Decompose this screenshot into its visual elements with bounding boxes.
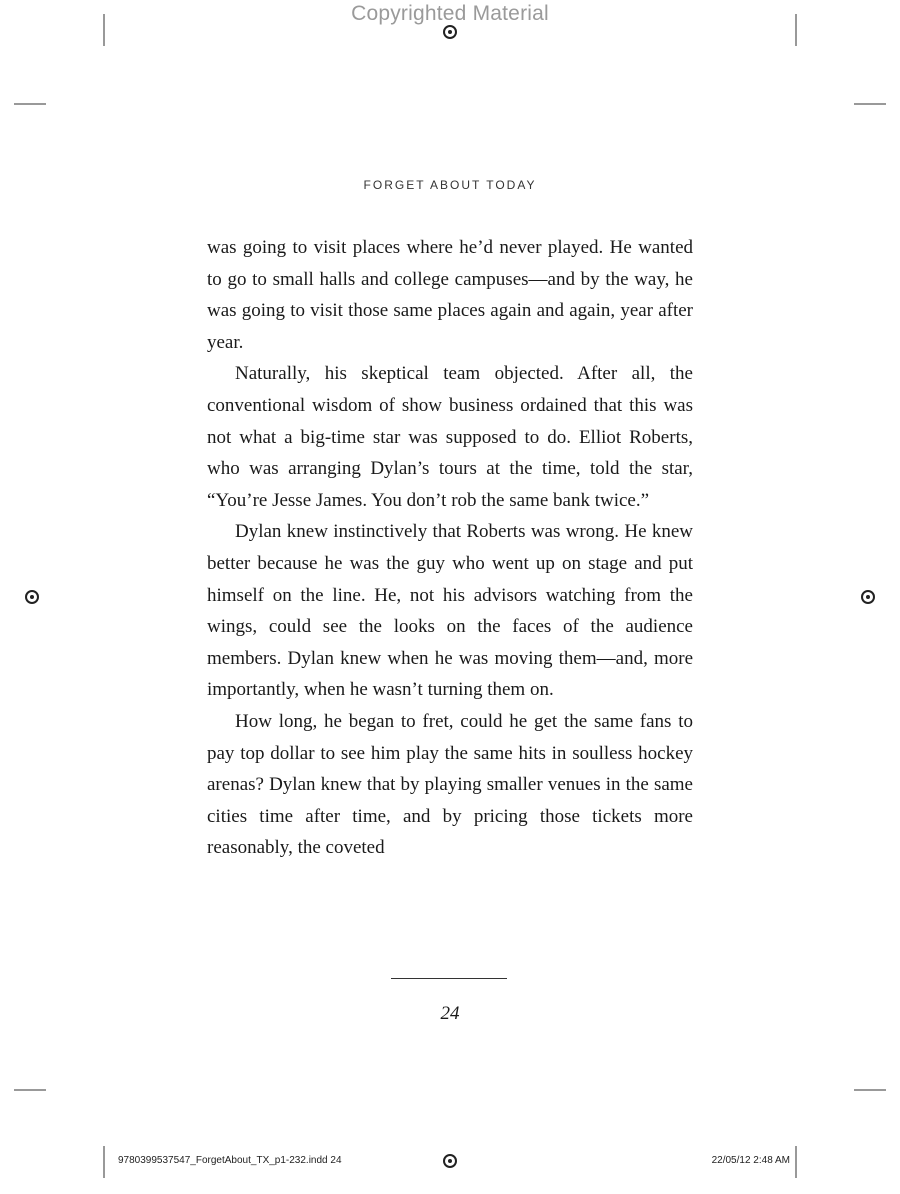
registration-mark-icon	[443, 25, 457, 39]
page-number: 24	[440, 1003, 460, 1024]
running-head: FORGET ABOUT TODAY	[363, 178, 537, 192]
crop-mark-lower-left	[14, 1089, 46, 1091]
registration-mark-icon	[25, 590, 39, 604]
body-text	[207, 232, 693, 864]
copyright-watermark: Copyrighted Material	[351, 2, 549, 25]
slug-timestamp: 22/05/12 2:48 AM	[711, 1155, 790, 1166]
registration-mark-icon	[861, 590, 875, 604]
crop-mark-upper-right	[854, 103, 886, 105]
crop-mark-top-left	[103, 14, 105, 46]
crop-mark-lower-right	[854, 1089, 886, 1091]
crop-mark-upper-left	[14, 103, 46, 105]
crop-mark-top-right	[795, 14, 797, 46]
paragraph: Naturally, his skeptical team objected. After all, the conventional wisdom of show business ordained that this was not what a big-time star was supposed to do. Elliot Roberts, who was arranging Dylan’s tours at the time, told the star, “You’re Jesse James. You don’t rob the same bank twice.”	[207, 363, 693, 511]
paragraph: was going to visit places where he’d never played. He wanted to go to small halls and college campuses—and by the way, he was going to visit those same places again and again, year after year.	[207, 237, 693, 353]
folio-rule	[391, 978, 507, 979]
crop-mark-bottom-right	[795, 1146, 797, 1178]
slug-file-name: 9780399537547_ForgetAbout_TX_p1-232.indd 24	[118, 1155, 342, 1166]
registration-mark-icon	[443, 1154, 457, 1168]
paragraph: Dylan knew instinctively that Roberts was wrong. He knew better because he was the guy who went up on stage and put himself on the line. He, not his advisors watching from the wings, could see the looks on the faces of the audience members. Dylan knew when he was moving them—and, more importantly, when he wasn’t turning them on.	[207, 521, 693, 701]
paragraph: How long, he began to fret, could he get the same fans to pay top dollar to see him play the same hits in soulless hockey arenas? Dylan knew that by playing smaller venues in the same cities time after time, and by pricing those tickets more reasonably, the coveted	[207, 710, 693, 859]
crop-mark-bottom-left	[103, 1146, 105, 1178]
